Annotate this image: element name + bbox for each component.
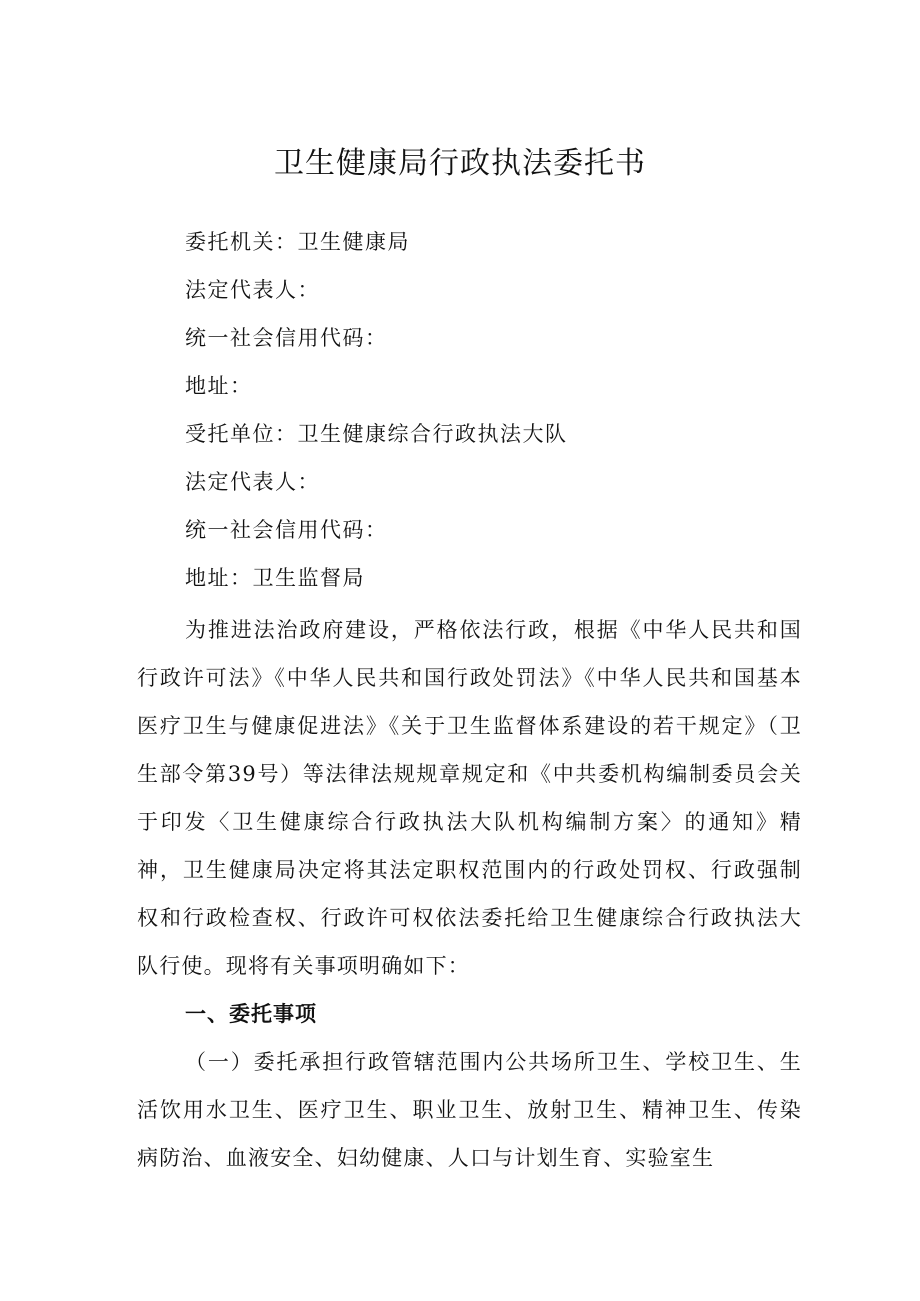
field-legal-representative-1: 法定代表人：	[185, 278, 320, 302]
field-legal-representative-2: 法定代表人：	[185, 470, 320, 494]
field-credit-code-1: 统一社会信用代码：	[185, 326, 388, 350]
field-entrusting-authority: 委托机关：卫生健康局	[185, 230, 410, 254]
body-paragraph-item-1: （一）委托承担行政管辖范围内公共场所卫生、学校卫生、生活饮用水卫生、医疗卫生、职业卫生、放射卫生、精神卫生、传染病防治、血液安全、妇幼健康、人口与计划生育、实验室生	[137, 1050, 802, 1170]
field-entrusted-unit: 受托单位：卫生健康综合行政执法大队	[185, 422, 568, 446]
section-heading-entrusted-matters: 一、委托事项	[185, 1002, 317, 1026]
party-info-list	[185, 222, 805, 606]
document-title: 卫生健康局行政执法委托书	[274, 146, 646, 181]
body-paragraph-intro: 为推进法治政府建设，严格依法行政，根据《中华人民共和国行政许可法》《中华人民共和国行政处罚法》《中华人民共和国基本医疗卫生与健康促进法》《关于卫生监督体系建设的若干规定》（卫生部令第39号）等法律法规规章规定和《中共委机构编制委员会关于印发〈卫生健康综合行政执法大队机构编制方案〉的通知》精神，卫生健康局决定将其法定职权范围内的行政处罚权、行政强制权和行政检查权、行政许可权依法委托给卫生健康综合行政执法大队行使。现将有关事项明确如下：	[137, 618, 802, 978]
field-address-1: 地址：	[185, 374, 253, 398]
field-credit-code-2: 统一社会信用代码：	[185, 518, 388, 542]
field-address-2: 地址：卫生监督局	[185, 566, 365, 590]
